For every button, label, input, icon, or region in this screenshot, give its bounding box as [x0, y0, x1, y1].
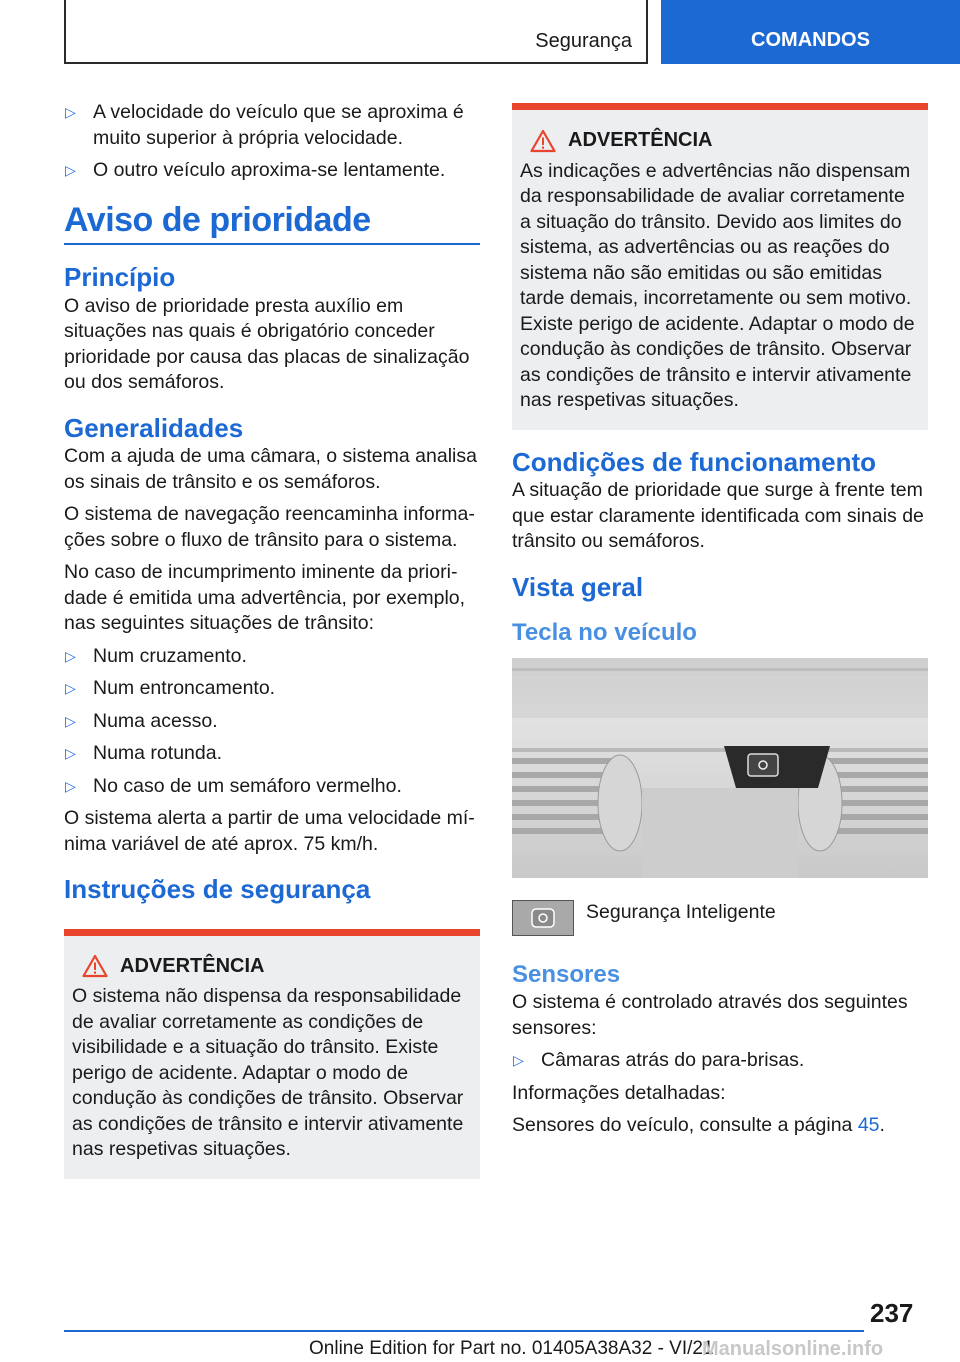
footer-divider [64, 1330, 864, 1332]
warning-triangle-icon [82, 954, 108, 978]
list-item: ▷ O outro veículo aproxima-se lentamente. [64, 158, 480, 184]
heading-condicoes: Condições de funcionamento [512, 446, 877, 477]
section-title-aviso: Aviso de prioridade [64, 208, 480, 246]
heading-generalidades: Generalidades [64, 412, 244, 443]
warning-header [530, 128, 920, 154]
heading-instrucoes-seguranca: Instruções de segurança [64, 874, 371, 904]
footer-edition: Online Edition for Part no. 01405A38A32 - VI/21 [309, 1338, 714, 1359]
intelligent-safety-button-icon [512, 900, 574, 936]
page-link[interactable]: 45 [857, 1114, 880, 1136]
console-illustration [512, 658, 928, 878]
triangle-bullet-icon: ▷ [65, 162, 76, 178]
triangle-bullet-icon: ▷ [65, 712, 76, 729]
paragraph-info: Informações detalhadas: [512, 1081, 726, 1104]
triangle-bullet-icon: ▷ [65, 745, 76, 761]
list-item: ▷ No caso de um semáforo vermelho. [64, 774, 480, 800]
heading-sensores: Sensores [512, 960, 621, 988]
paragraph: No caso de incumprimento iminente da prioridade é emitida uma advertência, por exemplo, nas seguintes situações de trânsito: [64, 561, 466, 634]
paragraph-reference: Sensores do veículo, consulte a página 45. [512, 1114, 885, 1136]
triangle-bullet-icon: ▷ [65, 104, 76, 120]
button-label: Segurança Inteligente [586, 900, 776, 923]
list-item: ▷ Num entroncamento. [64, 676, 480, 702]
list-item: ▷ A velocidade do veículo que se aproxima é muito superior à própria velocidade. [65, 101, 464, 149]
list-item: ▷ Num cruzamento. [64, 644, 480, 670]
triangle-bullet-icon: ▷ [65, 777, 76, 794]
list-item: ▷ Numa rotunda. [64, 741, 480, 767]
right-column [512, 100, 928, 1146]
paragraph-condicoes: A situação de prioridade que surge à frente tem que estar claramente identificada com sinais de trânsito ou semáforos. [512, 479, 924, 552]
warning-text: O sistema não dispensa da responsabilidade de avaliar corretamente as condições de visibilidade e a situação do trânsito. Existe perigo de acidente. Adaptar o modo de condução às condições de trânsito. Observar as condições de trânsito e intervir ativamente nas respetivas situações. [72, 985, 464, 1160]
watermark: Manualsonline.info [702, 1338, 884, 1360]
header-section-title: Segurança [535, 30, 632, 52]
paragraph-principio: O aviso de prioridade presta auxílio em situações nas quais é obrigatório conceder prioridade por causa das placas de sinalização ou dos semáforos. [64, 294, 470, 393]
warning-box [64, 929, 480, 1179]
triangle-bullet-icon: ▷ [65, 647, 76, 664]
left-column [64, 100, 480, 1179]
warning-box [512, 103, 928, 430]
list-item: ▷ Câmaras atrás do para-brisas. [512, 1048, 928, 1074]
vehicle-console-photo [512, 658, 928, 878]
button-legend-row [512, 900, 928, 936]
heading-tecla: Tecla no veículo [512, 619, 697, 646]
warning-triangle-icon [530, 129, 556, 153]
warning-header [82, 954, 472, 980]
list-item: ▷ Numa acesso. [64, 709, 480, 735]
header-frame [64, 0, 648, 64]
warning-title: ADVERTÊNCIA [120, 954, 265, 977]
paragraph: O sistema de navegação reencaminha informações sobre o fluxo de trânsito para o sistema. [64, 503, 475, 551]
warning-text: As indicações e advertências não dispensam da responsabilidade de avaliar corretamente a situação do trânsito. Devido aos limites do sistema, as advertências ou as reações do sistema não são emitidas ou são emitidas tarde demais, incorretamente ou sem motivo. Existe perigo de acidente. Adaptar o modo de condução às condições de trânsito. Observar as condições de trânsito e intervir ativamente nas respetivas situações. [520, 159, 915, 411]
triangle-bullet-icon: ▷ [65, 680, 76, 696]
heading-vista-geral: Vista geral [512, 571, 644, 602]
triangle-bullet-icon: ▷ [513, 1052, 524, 1068]
page-number: 237 [870, 1298, 914, 1328]
paragraph: Com a ajuda de uma câmara, o sistema analisa os sinais de trânsito e os semáforos. [64, 445, 477, 493]
paragraph-sensores: O sistema é controlado através dos seguintes sensores: [512, 991, 908, 1039]
paragraph: O sistema alerta a partir de uma velocidade mínima variável de até aprox. 75 km/h. [64, 807, 475, 855]
heading-principio: Princípio [64, 262, 176, 292]
warning-title: ADVERTÊNCIA [568, 129, 713, 151]
header-tab-comandos[interactable]: COMANDOS [661, 0, 960, 64]
